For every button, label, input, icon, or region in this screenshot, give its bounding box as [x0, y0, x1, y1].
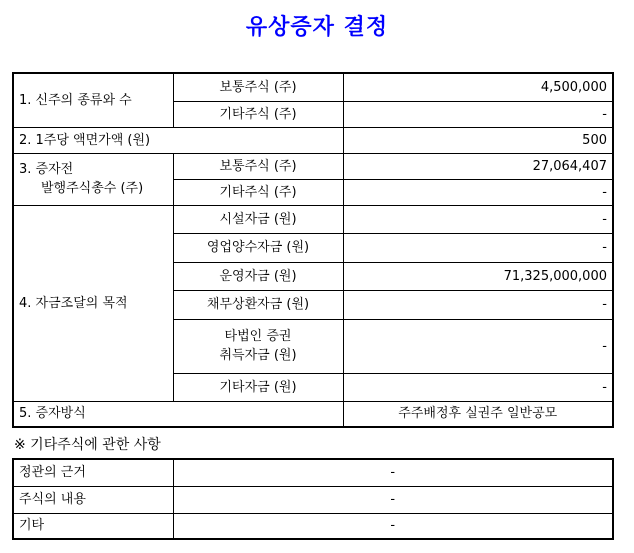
other-funds-value: -	[343, 373, 613, 401]
table-row	[13, 153, 613, 179]
offering-method-label: 5. 증자방식	[13, 401, 343, 427]
operating-funds-value: 71,325,000,000	[343, 262, 613, 290]
facility-funds-label: 시설자금 (원)	[173, 205, 343, 233]
pre-other-shares-value: -	[343, 179, 613, 205]
facility-funds-value: -	[343, 205, 613, 233]
common-shares-label: 보통주식 (주)	[173, 153, 343, 179]
share-content-label: 주식의 내용	[13, 486, 173, 513]
offering-method-value: 주주배정후 실권주 일반공모	[343, 401, 613, 427]
other-shares-label: 기타주식 (주)	[173, 179, 343, 205]
table-row	[13, 73, 613, 101]
table-row	[13, 459, 613, 486]
share-content-value: -	[173, 486, 613, 513]
table-row	[13, 127, 613, 153]
other-shares-label: 기타주식 (주)	[173, 101, 343, 127]
business-acquisition-funds-label: 영업양수자금 (원)	[173, 233, 343, 262]
debt-repayment-funds-value: -	[343, 290, 613, 319]
other-shares-table	[12, 458, 614, 540]
funding-purpose-label: 4. 자금조달의 목적	[13, 205, 173, 401]
debt-repayment-funds-label: 채무상환자금 (원)	[173, 290, 343, 319]
table-row	[13, 401, 613, 427]
other-value: -	[173, 513, 613, 539]
par-value-label: 2. 1주당 액면가액 (원)	[13, 127, 343, 153]
table-row	[13, 513, 613, 539]
page-title: 유상증자 결정	[245, 15, 389, 40]
table-row	[13, 205, 613, 233]
articles-basis-value: -	[173, 459, 613, 486]
new-other-shares-value: -	[343, 101, 613, 127]
other-funds-label: 기타자금 (원)	[173, 373, 343, 401]
rights-offering-table	[12, 72, 614, 428]
new-shares-label: 1. 신주의 종류와 수	[13, 73, 173, 127]
securities-acquisition-funds-label	[173, 319, 343, 373]
par-value-value: 500	[343, 127, 613, 153]
pre-issue-label-line1: 3. 증자전	[19, 162, 74, 177]
securities-acquisition-label-line2: 취득자금 (원)	[219, 348, 297, 363]
securities-acquisition-funds-value: -	[343, 319, 613, 373]
articles-basis-label: 정관의 근거	[13, 459, 173, 486]
pre-issue-shares-label	[13, 153, 173, 205]
table-row	[13, 486, 613, 513]
other-shares-note-heading: ※ 기타주식에 관한 사항	[14, 437, 161, 453]
pre-common-shares-value: 27,064,407	[343, 153, 613, 179]
common-shares-label: 보통주식 (주)	[173, 73, 343, 101]
pre-issue-label-line2: 발행주식총수 (주)	[41, 181, 144, 196]
other-label: 기타	[13, 513, 173, 539]
operating-funds-label: 운영자금 (원)	[173, 262, 343, 290]
business-acquisition-funds-value: -	[343, 233, 613, 262]
securities-acquisition-label-line1: 타법인 증권	[224, 329, 292, 344]
new-common-shares-value: 4,500,000	[343, 73, 613, 101]
